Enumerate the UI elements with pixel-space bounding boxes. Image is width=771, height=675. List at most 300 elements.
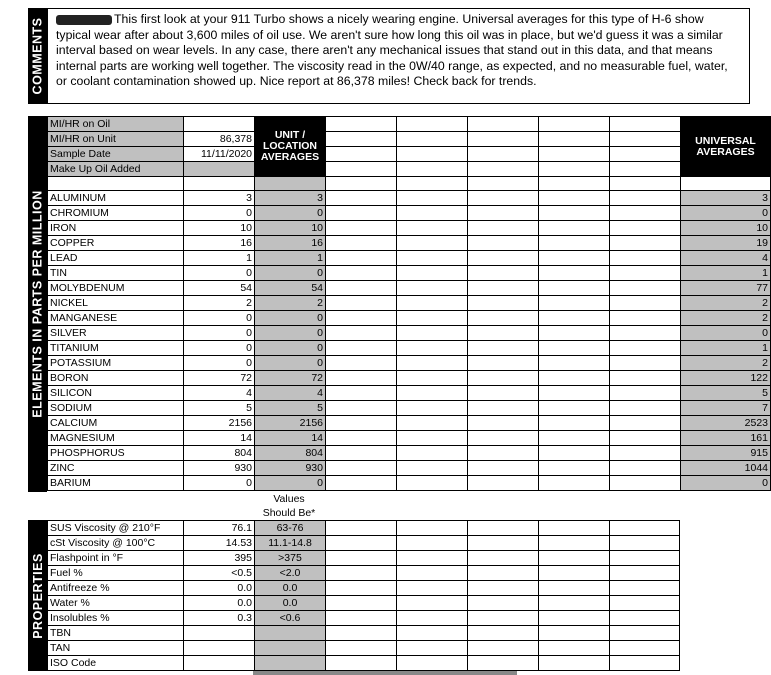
element-universal-average: 1 [681,341,771,356]
properties-side-label: PROPERTIES [28,520,47,671]
element-name: COPPER [48,236,184,251]
property-row [48,581,680,596]
element-name: CALCIUM [48,416,184,431]
empty-cell [397,221,468,236]
empty-cell [610,132,681,147]
empty-cell [326,431,397,446]
properties-table [47,520,680,671]
element-name: PHOSPHORUS [48,446,184,461]
element-unit-average: 4 [255,386,326,401]
element-name: IRON [48,221,184,236]
empty-cell [397,132,468,147]
sample-info-value [184,117,255,132]
empty-cell [610,371,681,386]
empty-cell [539,596,610,611]
element-value: 0 [184,476,255,491]
page-bottom-rule [253,671,517,675]
element-row [48,401,771,416]
empty-cell [326,311,397,326]
empty-cell [326,177,397,191]
empty-cell [326,476,397,491]
element-row [48,386,771,401]
empty-cell [326,147,397,162]
empty-cell [326,296,397,311]
empty-cell [468,476,539,491]
empty-cell [468,311,539,326]
element-row [48,221,771,236]
element-value: 14 [184,431,255,446]
element-universal-average: 1 [681,266,771,281]
property-row [48,536,680,551]
empty-cell [610,431,681,446]
sample-info-row [48,132,771,147]
empty-cell [468,386,539,401]
element-unit-average: 0 [255,206,326,221]
element-value: 2 [184,296,255,311]
empty-cell [468,177,539,191]
element-value: 0 [184,266,255,281]
property-value: 14.53 [184,536,255,551]
empty-cell [539,566,610,581]
empty-cell [397,626,468,641]
empty-cell [397,147,468,162]
empty-cell [539,431,610,446]
element-universal-average: 2 [681,311,771,326]
sample-info-row [48,117,771,132]
element-universal-average: 10 [681,221,771,236]
element-unit-average: 5 [255,401,326,416]
element-row [48,416,771,431]
element-universal-average: 2 [681,356,771,371]
property-should-be [255,626,326,641]
element-name: NICKEL [48,296,184,311]
empty-cell [326,266,397,281]
empty-cell [539,581,610,596]
empty-cell [539,461,610,476]
element-name: MAGNESIUM [48,431,184,446]
element-unit-average: 14 [255,431,326,446]
element-universal-average: 2 [681,296,771,311]
empty-cell [610,356,681,371]
empty-cell [326,596,397,611]
empty-cell [539,356,610,371]
universal-averages-header: UNIVERSAL AVERAGES [681,117,771,177]
empty-cell [539,641,610,656]
empty-cell [468,581,539,596]
empty-cell [539,551,610,566]
empty-cell [610,311,681,326]
empty-cell [326,566,397,581]
empty-cell [468,251,539,266]
element-unit-average: 0 [255,476,326,491]
empty-cell [468,326,539,341]
empty-cell [326,356,397,371]
property-row [48,641,680,656]
values-should-be-note: Values Should Be* [262,493,316,519]
empty-cell [539,281,610,296]
empty-cell [397,236,468,251]
empty-cell [539,236,610,251]
empty-cell [397,191,468,206]
element-row [48,356,771,371]
empty-cell [610,251,681,266]
empty-cell [539,536,610,551]
empty-cell [468,266,539,281]
sample-info-label: Make Up Oil Added [48,162,184,177]
empty-cell [468,341,539,356]
empty-cell [397,536,468,551]
empty-cell [468,596,539,611]
empty-cell [539,191,610,206]
element-row [48,251,771,266]
empty-cell [610,191,681,206]
empty-cell [468,236,539,251]
empty-cell [610,236,681,251]
empty-cell [326,551,397,566]
element-row [48,431,771,446]
empty-cell [326,251,397,266]
empty-cell [397,296,468,311]
element-name: SILICON [48,386,184,401]
element-row [48,341,771,356]
empty-cell [468,401,539,416]
sample-info-row [48,147,771,162]
empty-cell [397,177,468,191]
property-should-be: <0.6 [255,611,326,626]
element-value: 0 [184,206,255,221]
element-unit-average: 0 [255,311,326,326]
property-name: Antifreeze % [48,581,184,596]
empty-cell [397,162,468,177]
property-row [48,656,680,671]
property-should-be [255,641,326,656]
property-name: TAN [48,641,184,656]
empty-cell [539,162,610,177]
empty-cell [397,266,468,281]
empty-cell [468,416,539,431]
element-universal-average: 3 [681,191,771,206]
property-value: 0.3 [184,611,255,626]
empty-cell [610,147,681,162]
element-value: 0 [184,326,255,341]
empty-cell [326,341,397,356]
element-name: TITANIUM [48,341,184,356]
element-value: 10 [184,221,255,236]
property-name: Flashpoint in °F [48,551,184,566]
empty-cell [468,371,539,386]
property-value: 0.0 [184,596,255,611]
empty-cell [468,521,539,536]
element-row [48,191,771,206]
empty-cell [610,281,681,296]
comments-side-label: COMMENTS [28,8,47,104]
empty-cell [610,446,681,461]
element-unit-average: 930 [255,461,326,476]
element-name: CHROMIUM [48,206,184,221]
empty-cell [397,341,468,356]
empty-cell [326,581,397,596]
empty-cell [610,626,680,641]
element-name: BORON [48,371,184,386]
empty-cell [610,401,681,416]
empty-cell [326,611,397,626]
empty-cell [468,117,539,132]
empty-cell [610,266,681,281]
empty-cell [326,386,397,401]
empty-cell [610,656,680,671]
property-name: cSt Viscosity @ 100°C [48,536,184,551]
empty-cell [468,147,539,162]
empty-cell [397,356,468,371]
element-universal-average: 161 [681,431,771,446]
empty-cell [539,386,610,401]
empty-cell [468,162,539,177]
empty-cell [610,566,680,581]
property-value: 0.0 [184,581,255,596]
property-value: <0.5 [184,566,255,581]
property-row [48,551,680,566]
element-unit-average: 0 [255,326,326,341]
empty-cell [397,656,468,671]
property-should-be: 63-76 [255,521,326,536]
unit-averages-header: UNIT / LOCATION AVERAGES [255,117,326,177]
empty-cell [397,311,468,326]
empty-cell [610,476,681,491]
element-value: 4 [184,386,255,401]
property-row [48,626,680,641]
element-name: SODIUM [48,401,184,416]
empty-cell [468,132,539,147]
empty-cell [610,386,681,401]
empty-cell [326,132,397,147]
element-row [48,266,771,281]
empty-cell [539,132,610,147]
element-value: 0 [184,311,255,326]
empty-cell [539,446,610,461]
empty-cell [326,641,397,656]
empty-cell [468,626,539,641]
empty-cell [397,461,468,476]
element-row [48,326,771,341]
empty-cell [397,566,468,581]
element-row [48,281,771,296]
empty-cell [326,461,397,476]
empty-cell [610,551,680,566]
empty-cell [539,371,610,386]
empty-cell [468,206,539,221]
property-should-be: 0.0 [255,596,326,611]
property-value [184,626,255,641]
empty-cell [326,401,397,416]
empty-cell [539,521,610,536]
empty-cell [397,117,468,132]
element-universal-average: 122 [681,371,771,386]
element-universal-average: 0 [681,476,771,491]
property-should-be [255,656,326,671]
property-should-be: 0.0 [255,581,326,596]
element-value: 2156 [184,416,255,431]
empty-cell [610,221,681,236]
element-universal-average: 0 [681,326,771,341]
property-should-be: <2.0 [255,566,326,581]
property-should-be: 11.1-14.8 [255,536,326,551]
element-name: SILVER [48,326,184,341]
empty-cell [681,177,771,191]
element-universal-average: 77 [681,281,771,296]
empty-cell [326,371,397,386]
element-unit-average: 16 [255,236,326,251]
empty-cell [397,416,468,431]
sample-info-value: 11/11/2020 [184,147,255,162]
empty-cell [539,147,610,162]
element-value: 1 [184,251,255,266]
empty-cell [610,641,680,656]
element-value: 804 [184,446,255,461]
element-row [48,446,771,461]
empty-cell [468,461,539,476]
element-row [48,371,771,386]
empty-cell [539,656,610,671]
sample-info-label: MI/HR on Unit [48,132,184,147]
element-unit-average: 0 [255,266,326,281]
empty-cell [326,416,397,431]
empty-cell [397,476,468,491]
empty-cell [48,177,184,191]
empty-cell [397,326,468,341]
empty-cell [397,611,468,626]
empty-cell [468,536,539,551]
element-name: TIN [48,266,184,281]
empty-cell [539,266,610,281]
empty-cell [326,162,397,177]
empty-cell [468,431,539,446]
empty-cell [539,611,610,626]
property-name: ISO Code [48,656,184,671]
element-unit-average: 0 [255,341,326,356]
empty-cell [539,341,610,356]
property-row [48,596,680,611]
empty-cell [610,611,680,626]
element-name: POTASSIUM [48,356,184,371]
empty-cell [397,371,468,386]
element-name: ZINC [48,461,184,476]
element-unit-average: 3 [255,191,326,206]
sample-info-row [48,162,771,177]
element-value: 0 [184,356,255,371]
element-unit-average: 0 [255,356,326,371]
empty-cell [610,536,680,551]
empty-cell [539,476,610,491]
empty-cell [610,521,680,536]
empty-cell [326,626,397,641]
empty-cell [397,386,468,401]
element-value: 930 [184,461,255,476]
empty-cell [610,117,681,132]
empty-cell [539,296,610,311]
element-unit-average: 2156 [255,416,326,431]
sample-info-value [184,162,255,177]
empty-cell [539,177,610,191]
empty-cell [184,177,255,191]
property-value: 395 [184,551,255,566]
element-value: 0 [184,341,255,356]
comments-box [47,8,750,104]
elements-table [47,116,771,491]
element-universal-average: 0 [681,206,771,221]
empty-cell [397,206,468,221]
property-value [184,641,255,656]
element-row [48,461,771,476]
empty-cell [610,596,680,611]
element-row [48,311,771,326]
empty-cell [468,446,539,461]
empty-cell [326,206,397,221]
empty-cell [468,281,539,296]
empty-cell [539,401,610,416]
sample-info-value: 86,378 [184,132,255,147]
empty-cell [468,641,539,656]
empty-cell [397,251,468,266]
empty-cell [610,341,681,356]
element-name: LEAD [48,251,184,266]
empty-cell [610,326,681,341]
property-name: SUS Viscosity @ 210°F [48,521,184,536]
empty-cell [326,326,397,341]
empty-cell [326,656,397,671]
empty-cell [397,431,468,446]
empty-cell [468,551,539,566]
element-unit-average: 804 [255,446,326,461]
empty-cell [397,581,468,596]
empty-cell [610,162,681,177]
element-value: 5 [184,401,255,416]
property-row [48,566,680,581]
element-universal-average: 7 [681,401,771,416]
element-value: 54 [184,281,255,296]
empty-cell [610,461,681,476]
element-unit-average: 54 [255,281,326,296]
empty-cell [326,446,397,461]
empty-cell [610,581,680,596]
empty-cell [326,221,397,236]
element-row [48,296,771,311]
empty-cell [255,177,326,191]
element-universal-average: 19 [681,236,771,251]
element-name: BARIUM [48,476,184,491]
element-name: MANGANESE [48,311,184,326]
property-name: Insolubles % [48,611,184,626]
element-universal-average: 1044 [681,461,771,476]
element-unit-average: 2 [255,296,326,311]
empty-cell [397,596,468,611]
empty-cell [539,221,610,236]
empty-cell [326,236,397,251]
element-unit-average: 10 [255,221,326,236]
empty-cell [397,281,468,296]
empty-cell [539,117,610,132]
element-value: 72 [184,371,255,386]
empty-cell [468,566,539,581]
empty-cell [326,536,397,551]
empty-cell [468,221,539,236]
property-value: 76.1 [184,521,255,536]
empty-cell [468,356,539,371]
empty-cell [539,626,610,641]
element-universal-average: 915 [681,446,771,461]
empty-cell [610,177,681,191]
element-name: MOLYBDENUM [48,281,184,296]
empty-cell [326,117,397,132]
